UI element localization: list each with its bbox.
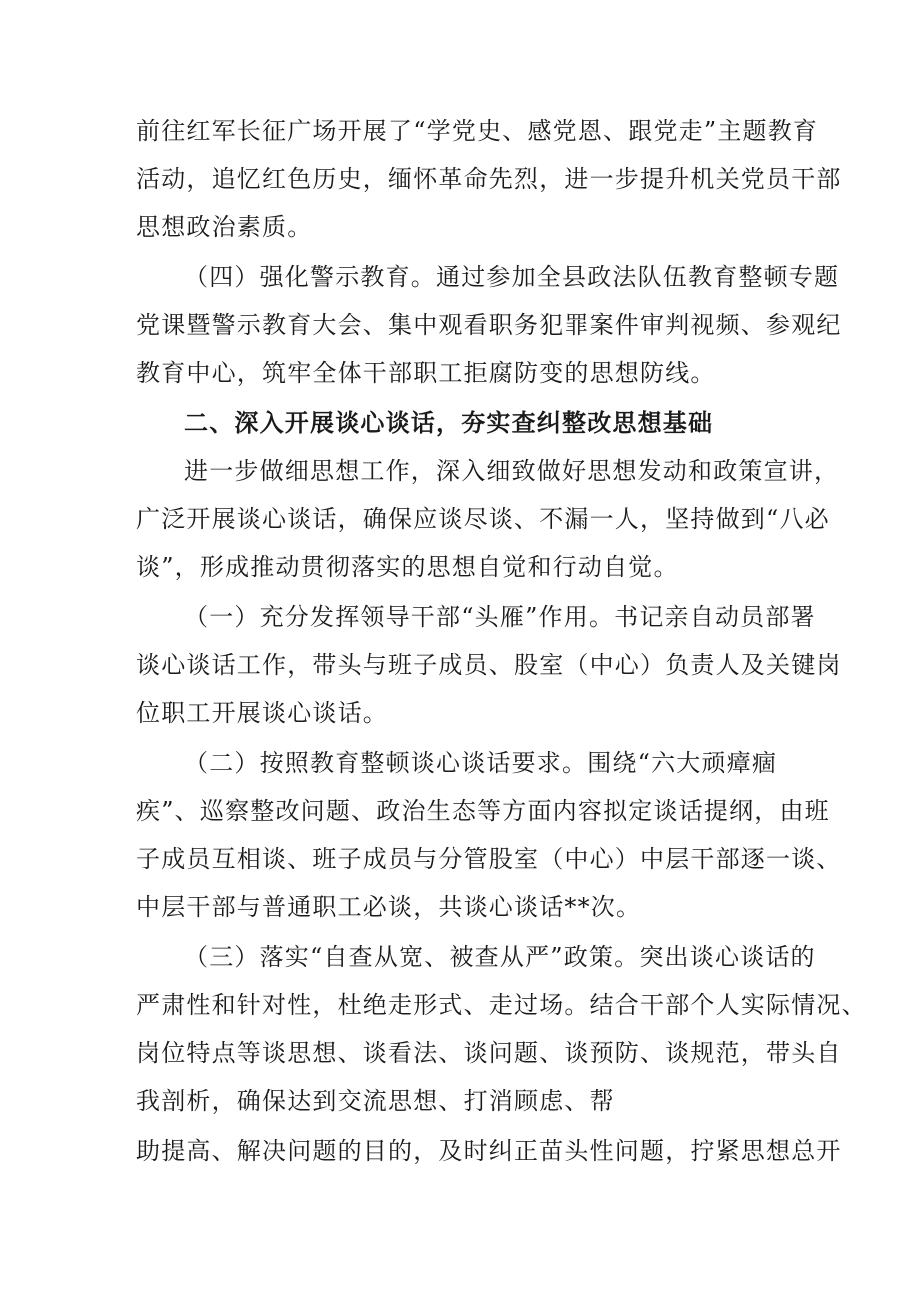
paragraph-line: 子成员互相谈、班子成员与分管股室（中心）中层干部逐一谈、 [136,845,842,873]
paragraph-line: 前往红军长征广场开展了“学党史、感党恩、跟党走”主题教育 [136,117,819,145]
paragraph-line: 思想政治素质。 [136,213,313,241]
section-heading: 二、深入开展谈心谈话，夯实查纠整改思想基础 [184,408,714,437]
paragraph-line: 疾”、巡察整改问题、政治生态等方面内容拟定谈话提纲，由班 [136,797,830,825]
paragraph-line: 广泛开展谈心谈话，确保应谈尽谈、不漏一人，坚持做到“八必 [136,505,830,533]
paragraph-line: 助提高、解决问题的目的，及时纠正苗头性问题，拧紧思想总开 [136,1137,842,1165]
paragraph-line: 严肃性和针对性，杜绝走形式、走过场。结合干部个人实际情况、 [136,991,867,1019]
paragraph-line: 教育中心，筑牢全体干部职工拒腐防变的思想防线。 [136,359,716,387]
paragraph-line: 中层干部与普通职工必谈，共谈心谈话**次。 [136,893,642,921]
paragraph-line: 位职工开展谈心谈话。 [136,699,388,727]
paragraph-line: 岗位特点等谈思想、谈看法、谈问题、谈预防、谈规范，带头自 [136,1039,842,1067]
paragraph-line: 进一步做细思想工作，深入细致做好思想发动和政策宣讲， [184,457,840,485]
paragraph-line: 活动，追忆红色历史，缅怀革命先烈，进一步提升机关党员干部 [136,165,842,193]
paragraph-line: （三）落实“自查从宽、被查从严”政策。突出谈心谈话的 [184,943,816,971]
paragraph-line: 我剖析，确保达到交流思想、打消顾虑、帮 [136,1087,615,1115]
paragraph-line: （四）强化警示教育。通过参加全县政法队伍教育整顿专题 [184,263,840,291]
paragraph-line: 谈”，形成推动贯彻落实的思想自觉和行动自觉。 [136,553,679,581]
paragraph-line: （二）按照教育整顿谈心谈话要求。围绕“六大顽瘴痼 [184,749,778,777]
paragraph-line: 党课暨警示教育大会、集中观看职务犯罪案件审判视频、参观纪 [136,311,842,339]
paragraph-line: （一）充分发挥领导干部“头雁”作用。书记亲自动员部署 [184,603,816,631]
paragraph-line: 谈心谈话工作，带头与班子成员、股室（中心）负责人及关键岗 [136,651,842,679]
